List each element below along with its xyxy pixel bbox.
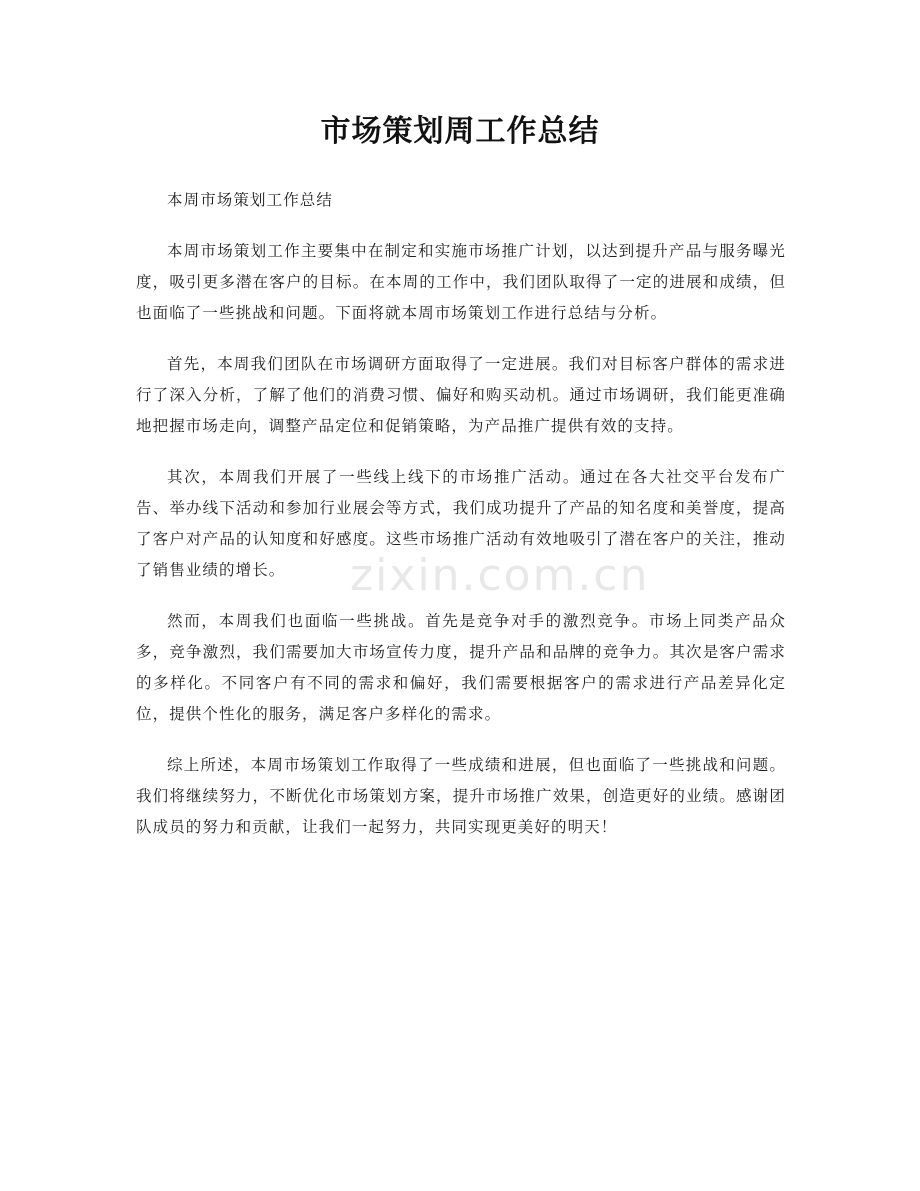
watermark: zixin.com.cn — [350, 550, 650, 601]
paragraph-conclusion: 综上所述，本周市场策划工作取得了一些成绩和进展，但也面临了一些挑战和问题。我们将继续努力，不断优化市场策划方案，提升市场推广效果，创造更好的业绩。感谢团队成员的努力和贡献，让我们一起努力，共同实现更美好的明天！ — [136, 756, 786, 836]
paragraph-challenges: 然而，本周我们也面临一些挑战。首先是竞争对手的激烈竞争。市场上同类产品众多，竞争激烈，我们需要加大市场宣传力度，提升产品和品牌的竞争力。其次是客户需求的多样化。不同客户有不同的需求和偏好，我们需要根据客户的需求进行产品差异化定位，提供个性化的服务，满足客户多样化的需求。 — [136, 612, 786, 723]
document-title: 市场策划周工作总结 — [320, 114, 600, 149]
paragraph-market-research: 首先，本周我们团队在市场调研方面取得了一定进展。我们对目标客户群体的需求进行了深入分析，了解了他们的消费习惯、偏好和购买动机。通过市场调研，我们能更准确地把握市场走向，调整产品定位和促销策略，为产品推广提供有效的支持。 — [136, 355, 786, 435]
paragraph-intro: 本周市场策划工作主要集中在制定和实施市场推广计划，以达到提升产品与服务曝光度，吸引更多潜在客户的目标。在本周的工作中，我们团队取得了一定的进展和成绩，但也面临了一些挑战和问题。下面将就本周市场策划工作进行总结与分析。 — [136, 242, 786, 322]
paragraph-promotion-activities: 其次，本周我们开展了一些线上线下的市场推广活动。通过在各大社交平台发布广告、举办线下活动和参加行业展会等方式，我们成功提升了产品的知名度和美誉度，提高了客户对产品的认知度和好感度。这些市场推广活动有效地吸引了潜在客户的关注，推动了销售业绩的增长。 — [136, 468, 786, 579]
document-body — [136, 185, 786, 863]
document-subtitle: 本周市场策划工作总结 — [167, 191, 334, 209]
